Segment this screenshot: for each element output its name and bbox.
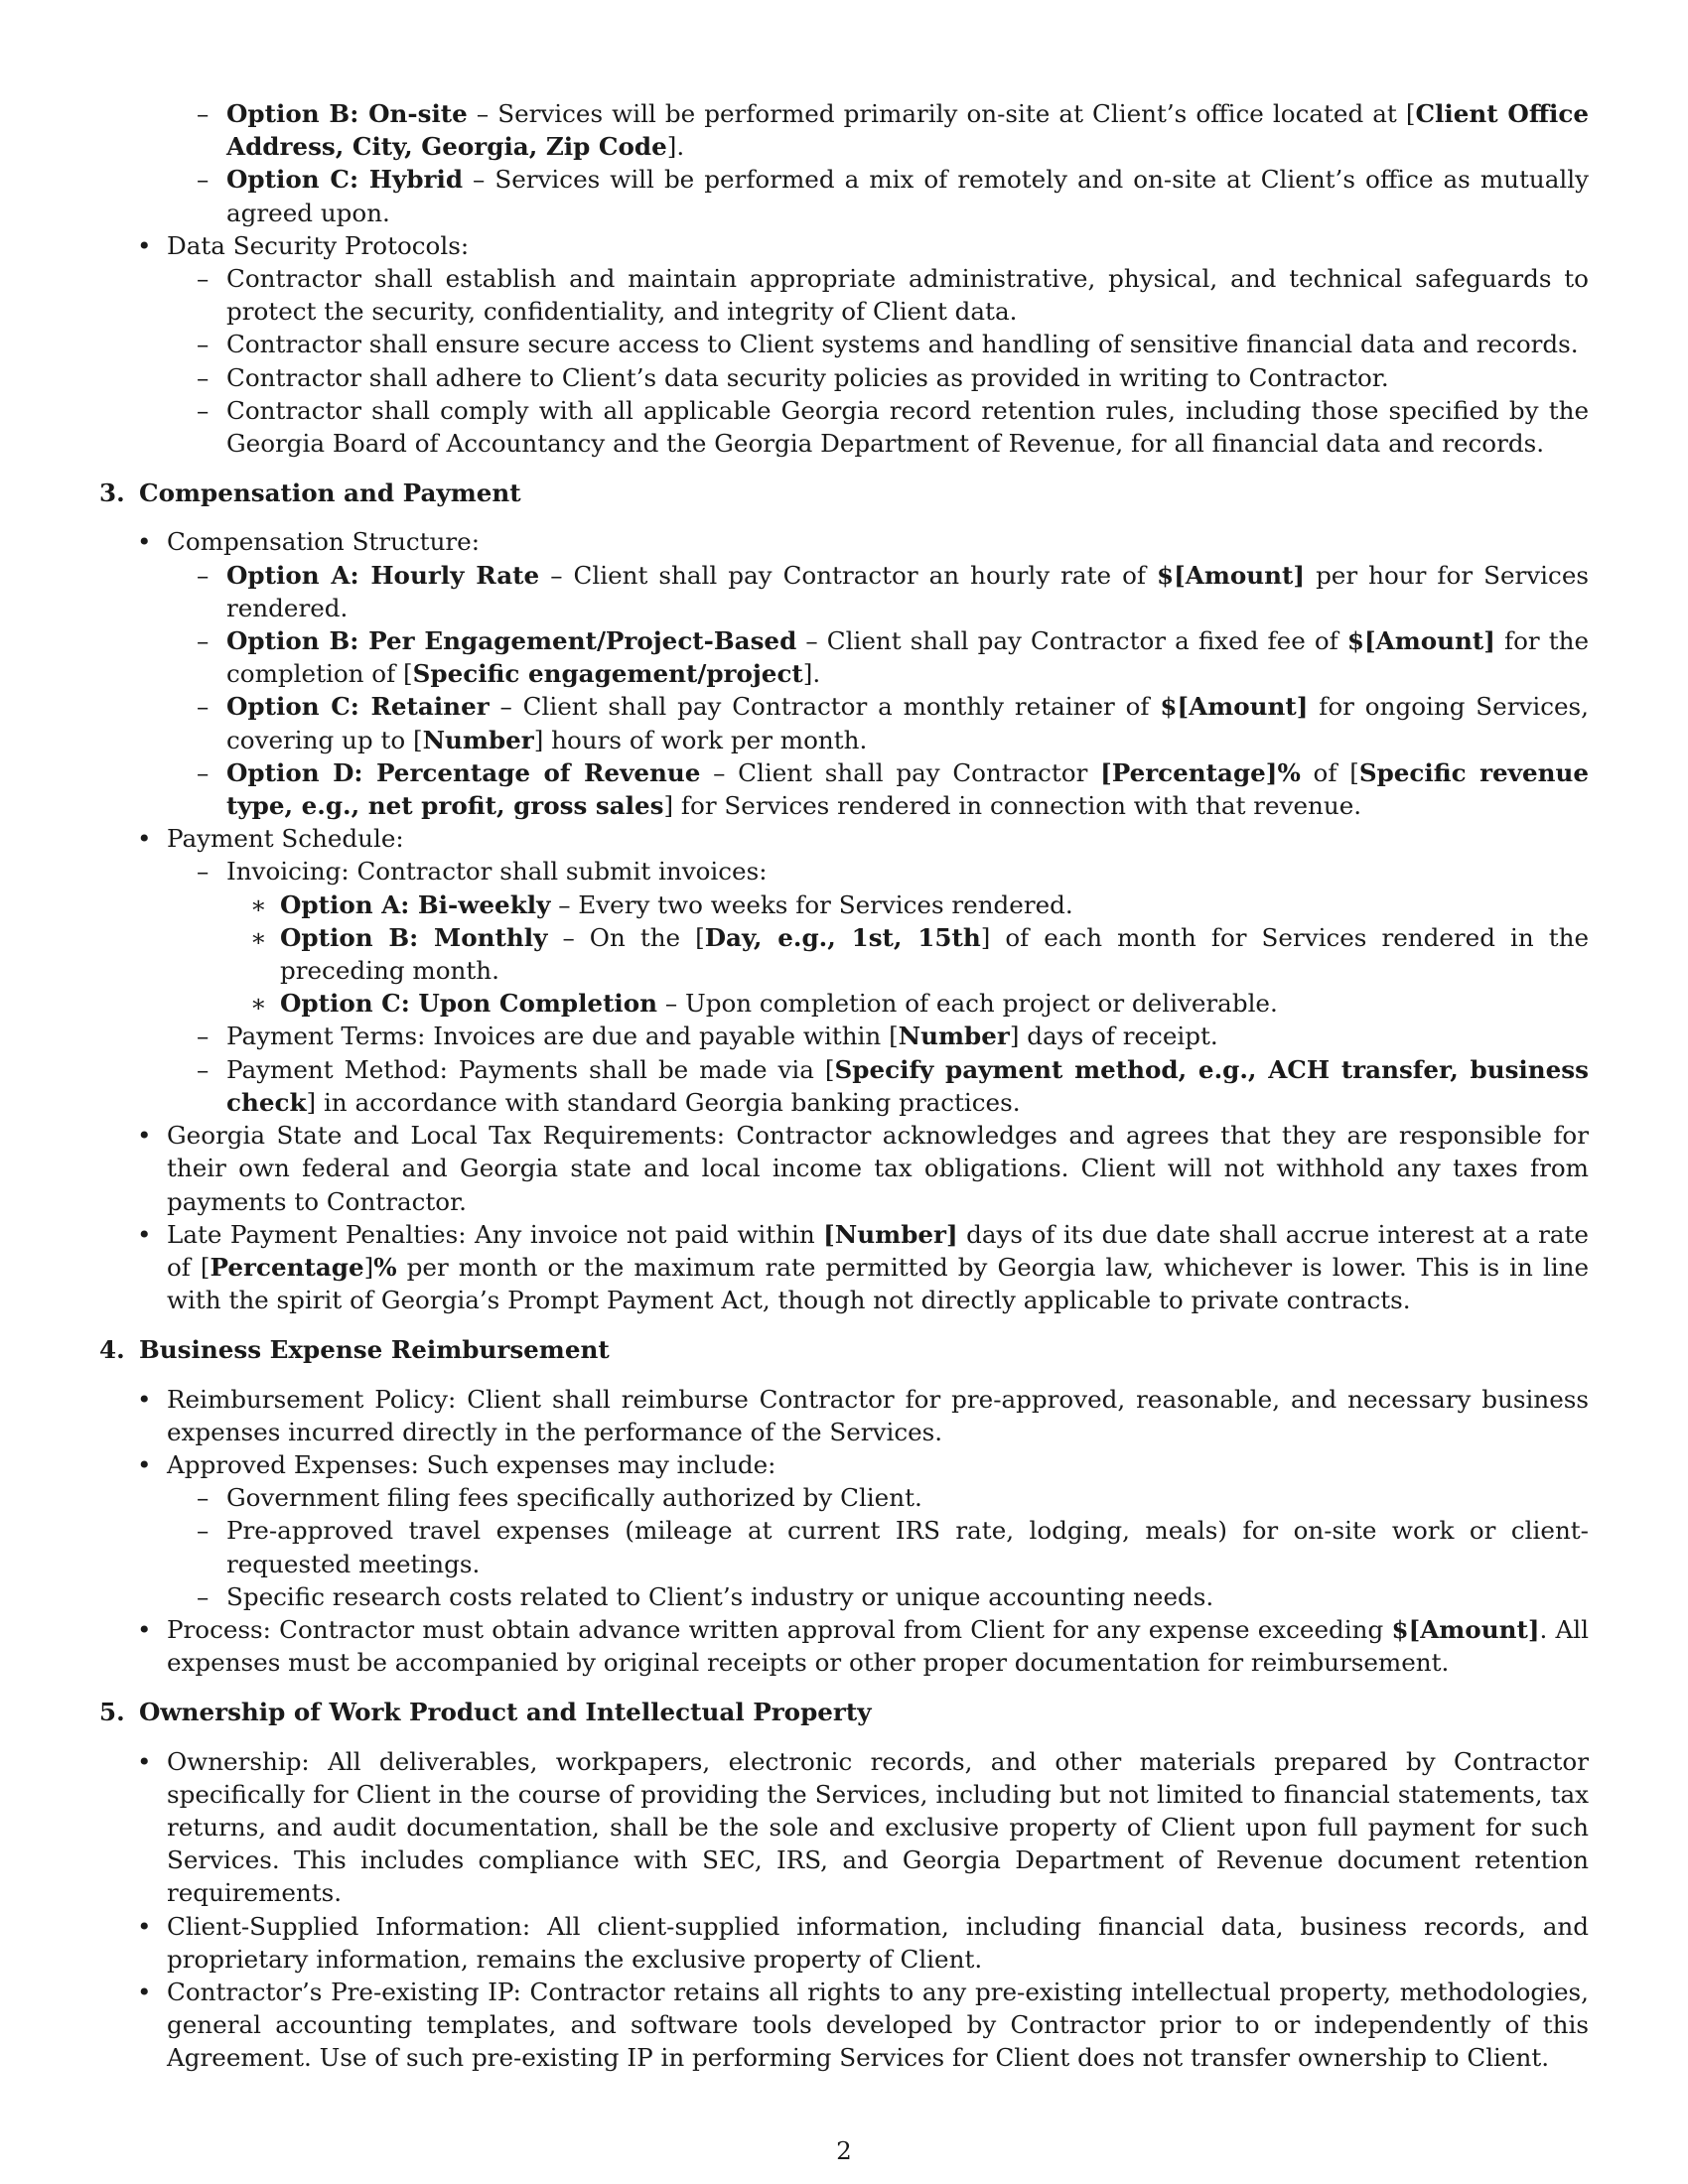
expense-process: • Process: Contractor must obtain advance written approval from Client for any expense exceeding $[Amount]. All expenses must be accompanied by original receipts or other proper documentation for reimbursement. xyxy=(137,1614,1589,1678)
comp-option-d: – Option D: Percentage of Revenue – Client shall pay Contractor [Percentage]% of [Specific revenue type, e.g., net profit, gross sales] for Services rendered in connection with that revenue. xyxy=(197,757,1590,821)
compensation-structure: • Compensation Structure: xyxy=(137,527,480,557)
comp-option-a: – Option A: Hourly Rate – Client shall pay Contractor an hourly rate of $[Amount] per hour for Services rendered. xyxy=(197,560,1589,622)
payment-terms: – Payment Terms: Invoices are due and payable within [Number] days of receipt. xyxy=(197,1022,1218,1051)
data-security-heading: • Data Security Protocols: xyxy=(137,230,470,260)
comp-option-c: – Option C: Retainer – Client shall pay Contractor a monthly retainer of $[Amount] for ongoing Services, covering up to [Number] hours of work per month. xyxy=(197,692,1589,754)
late-payment-penalties: • Late Payment Penalties: Any invoice not paid within [Number] days of its due date shall accrue interest at a rate of [Percentage]% per month or the maximum rate permitted by Georgia law, whichever is lower. This is in line with the spirit of Georgia’s Prompt Payment Act, though not directly applicable to private contracts. xyxy=(137,1219,1590,1315)
data-security-item: – Contractor shall establish and maintain appropriate administrative, physical, and technical safeguards to protect the security, confidentiality, and integrity of Client data. xyxy=(197,264,1589,327)
tax-requirements: • Georgia State and Local Tax Requirements: Contractor acknowledges and agrees that they are responsible for their own federal and Georgia state and local income tax obligations. Client will not withhold any taxes from payments to Contractor. xyxy=(137,1121,1589,1216)
approved-expenses: • Approved Expenses: Such expenses may include: xyxy=(137,1449,776,1479)
invoice-option-a: ∗ Option A: Bi-weekly – Every two weeks for Services rendered. xyxy=(250,889,1073,919)
ownership-item: • Ownership: All deliverables, workpapers, electronic records, and other materials prepared by Contractor specifically for Client in the course of providing the Services, including but not limited to financial statements, tax returns, and audit documentation, shall be the sole and exclusive property of Client upon full payment for such Services. This includes compliance with SEC, IRS, and Georgia Department of Revenue document retention requirements. xyxy=(137,1746,1589,1908)
comp-option-b: – Option B: Per Engagement/Project-Based – Client shall pay Contractor a fixed fee of $[Amount] for the completion of [Specific engagement/project]. xyxy=(197,626,1590,689)
document-page xyxy=(99,97,1589,2075)
payment-method: – Payment Method: Payments shall be made via [Specify payment method, e.g., ACH transfer, business check] in accordance with standard Georgia banking practices. xyxy=(197,1054,1589,1117)
client-supplied-item: • Client-Supplied Information: All client-supplied information, including financial data, business records, and proprietary information, remains the exclusive property of Client. xyxy=(137,1911,1589,1974)
section-3-heading: 3. Compensation and Payment xyxy=(99,478,521,508)
preexisting-ip-item: • Contractor’s Pre-existing IP: Contractor retains all rights to any pre-existing intellectual property, methodologies, general accounting templates, and software tools developed by Contractor prior to or independently of this Agreement. Use of such pre-existing IP in performing Services for Client does not transfer ownership to Client. xyxy=(137,1977,1589,2073)
data-security-item: – Contractor shall adhere to Client’s data security policies as provided in writing to Contractor. xyxy=(197,362,1389,392)
page-number: 2 xyxy=(836,2136,852,2165)
approved-expense-item: – Specific research costs related to Client’s industry or unique accounting needs. xyxy=(197,1581,1214,1611)
invoice-option-b: ∗ Option B: Monthly – On the [Day, e.g., 1st, 15th] of each month for Services rendered in the preceding month. xyxy=(250,922,1590,986)
approved-expense-item: – Pre-approved travel expenses (mileage at current IRS rate, lodging, meals) for on-site work or client-requested meetings. xyxy=(197,1516,1589,1578)
section-5-heading: 5. Ownership of Work Product and Intellectual Property xyxy=(99,1698,872,1727)
invoicing: – Invoicing: Contractor shall submit invoices: xyxy=(197,857,768,887)
option-onsite: – Option B: On-site – Services will be performed primarily on-site at Client’s office located at [Client Office Address, City, Georgia, Zip Code]. xyxy=(197,99,1590,162)
data-security-item: – Contractor shall ensure secure access to Client systems and handling of sensitive financial data and records. xyxy=(197,330,1579,359)
payment-schedule: • Payment Schedule: xyxy=(137,824,404,854)
section-4-heading: 4. Business Expense Reimbursement xyxy=(99,1335,610,1365)
option-hybrid: – Option C: Hybrid – Services will be performed a mix of remotely and on-site at Client’s office as mutually agreed upon. xyxy=(197,165,1589,227)
approved-expense-item: – Government filing fees specifically authorized by Client. xyxy=(197,1483,922,1513)
reimbursement-policy: • Reimbursement Policy: Client shall reimburse Contractor for pre-approved, reasonable, and necessary business expenses incurred directly in the performance of the Services. xyxy=(137,1384,1589,1446)
data-security-item: – Contractor shall comply with all applicable Georgia record retention rules, including those specified by the Georgia Board of Accountancy and the Georgia Department of Revenue, for all financial data and records. xyxy=(197,395,1589,459)
invoice-option-c: ∗ Option C: Upon Completion – Upon completion of each project or deliverable. xyxy=(250,989,1278,1019)
